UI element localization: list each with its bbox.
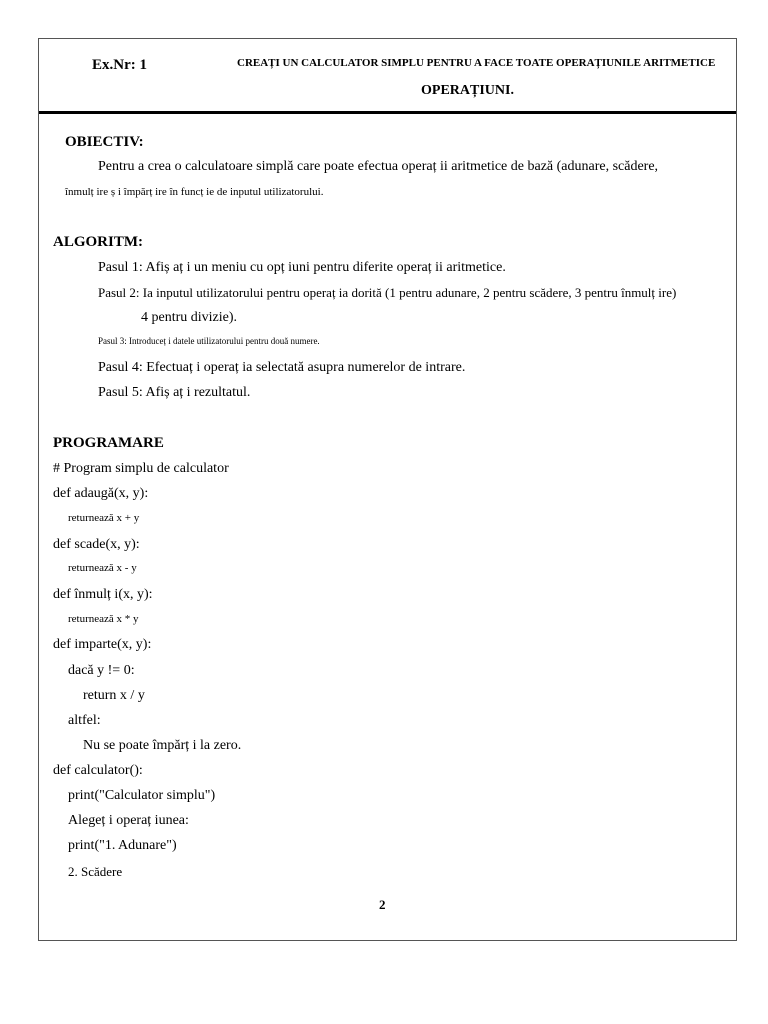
objective-line: înmulț ire ș i împărț ire în funcț ie de inputul utilizatorului. (65, 186, 324, 198)
code-line: def imparte(x, y): (53, 637, 152, 652)
code-line: Nu se poate împărț i la zero. (83, 738, 242, 753)
page-number: 2 (379, 897, 386, 912)
document-subtitle: OPERAȚIUNI. (421, 83, 514, 98)
code-line: def înmulț i(x, y): (53, 587, 153, 602)
code-line: return x / y (83, 688, 145, 703)
exercise-number: Ex.Nr: 1 (92, 57, 147, 73)
code-line: returnează x * y (68, 613, 139, 625)
code-line: def scade(x, y): (53, 537, 140, 552)
document-title: CREAȚI UN CALCULATOR SIMPLU PENTRU A FACE TOATE OPERAȚIUNILE ARITMETICE (237, 57, 716, 69)
code-line: def calculator(): (53, 763, 143, 778)
algorithm-step: Pasul 5: Afiș aț i rezultatul. (98, 385, 251, 400)
algorithm-step: Pasul 4: Efectuaț i operaț ia selectată asupra numerelor de intrare. (98, 360, 466, 375)
objective-line: Pentru a crea o calculatoare simplă care poate efectua operaț ii aritmetice de bază (adunare, scădere, (98, 159, 659, 174)
code-line: returnează x - y (68, 562, 137, 574)
code-line: print("Calculator simplu") (68, 788, 216, 803)
code-line: dacă y != 0: (68, 663, 135, 678)
algorithm-step: Pasul 2: Ia inputul utilizatorului pentru operaț ia dorită (1 pentru adunare, 2 pentru scădere, 3 pentru înmulț ire) (98, 285, 677, 300)
programming-heading: PROGRAMARE (53, 435, 164, 451)
code-line: def adaugă(x, y): (53, 486, 149, 501)
algorithm-step-continuation: 4 pentru divizie). (141, 310, 238, 325)
header-divider (39, 111, 736, 114)
code-line: returnează x + y (68, 512, 140, 524)
code-line: # Program simplu de calculator (53, 461, 229, 476)
algorithm-step: Pasul 3: Introduceț i datele utilizatorului pentru două numere. (98, 336, 320, 346)
code-line: print("1. Adunare") (68, 838, 177, 853)
code-line: 2. Scădere (68, 864, 123, 879)
algorithm-step: Pasul 1: Afiș aț i un meniu cu opț iuni pentru diferite operaț ii aritmetice. (98, 260, 506, 275)
algorithm-heading: ALGORITM: (53, 234, 143, 250)
document-page (38, 38, 737, 941)
code-line: Alegeț i operaț iunea: (68, 813, 189, 828)
code-line: altfel: (68, 713, 101, 728)
objective-heading: OBIECTIV: (65, 134, 144, 150)
